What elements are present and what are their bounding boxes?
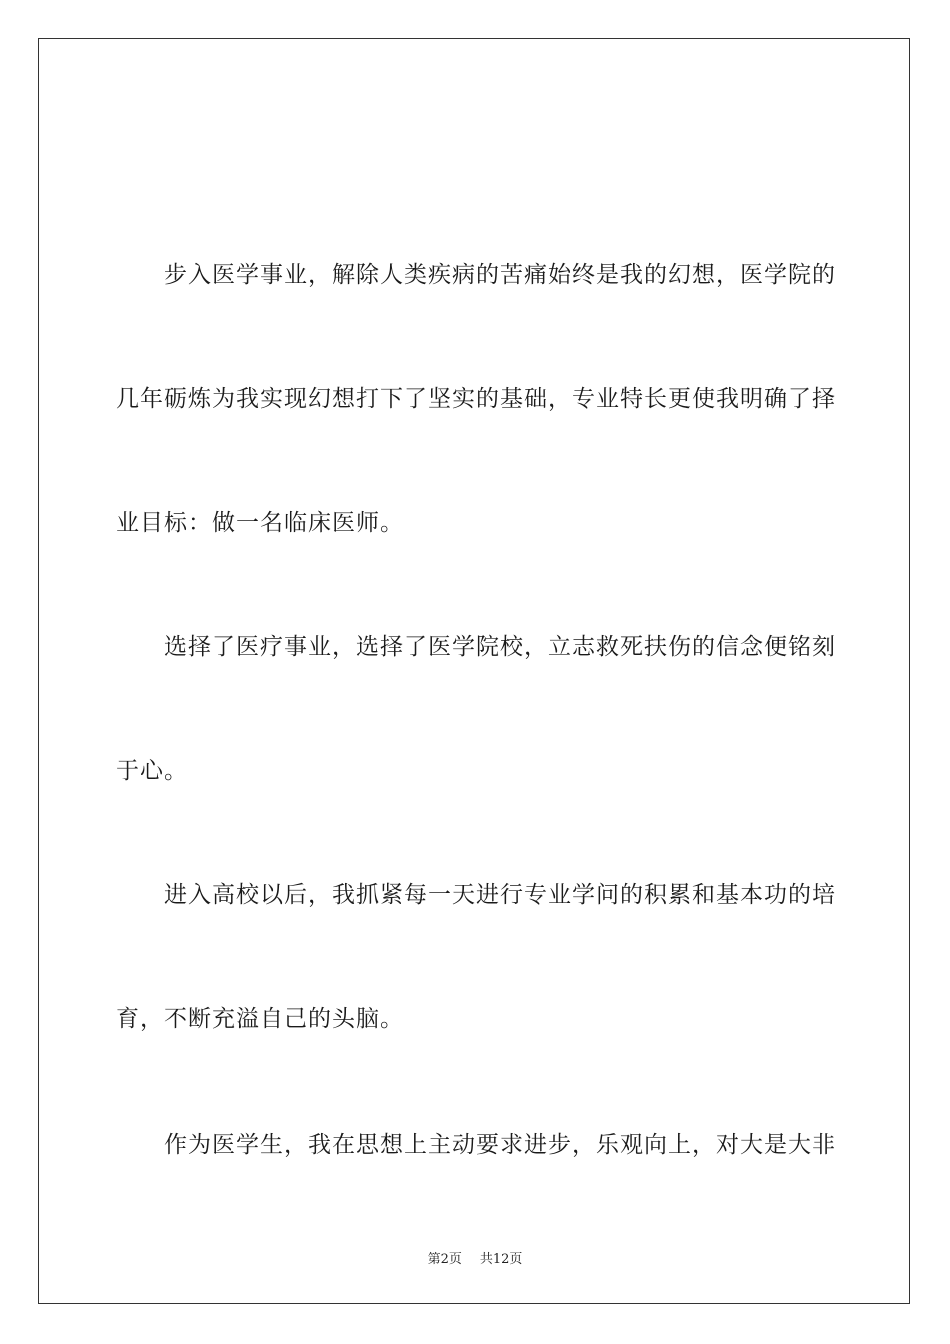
- paragraph-3-line-2: 育，不断充溢自己的头脑。: [116, 1006, 404, 1032]
- page-footer: [0, 1248, 950, 1267]
- page-number: 第2页: [427, 1252, 462, 1267]
- paragraph-2-line-2: 于心。: [116, 758, 188, 784]
- paragraph-3-line-1: 进入高校以后，我抓紧每一天进行专业学问的积累和基本功的培: [164, 882, 836, 908]
- paragraph-2-line-1: 选择了医疗事业，选择了医学院校，立志救死扶伤的信念便铭刻: [164, 634, 836, 660]
- page-border: [38, 38, 910, 1304]
- paragraph-1-line-2: 几年砺炼为我实现幻想打下了坚实的基础，专业特长更使我明确了择: [116, 386, 836, 412]
- paragraph-1-line-1: 步入医学事业，解除人类疾病的苦痛始终是我的幻想，医学院的: [164, 262, 836, 288]
- paragraph-1-line-3: 业目标：做一名临床医师。: [116, 510, 404, 536]
- page-total: 共12页: [479, 1252, 523, 1267]
- paragraph-4-line-1: 作为医学生，我在思想上主动要求进步，乐观向上，对大是大非: [164, 1132, 836, 1158]
